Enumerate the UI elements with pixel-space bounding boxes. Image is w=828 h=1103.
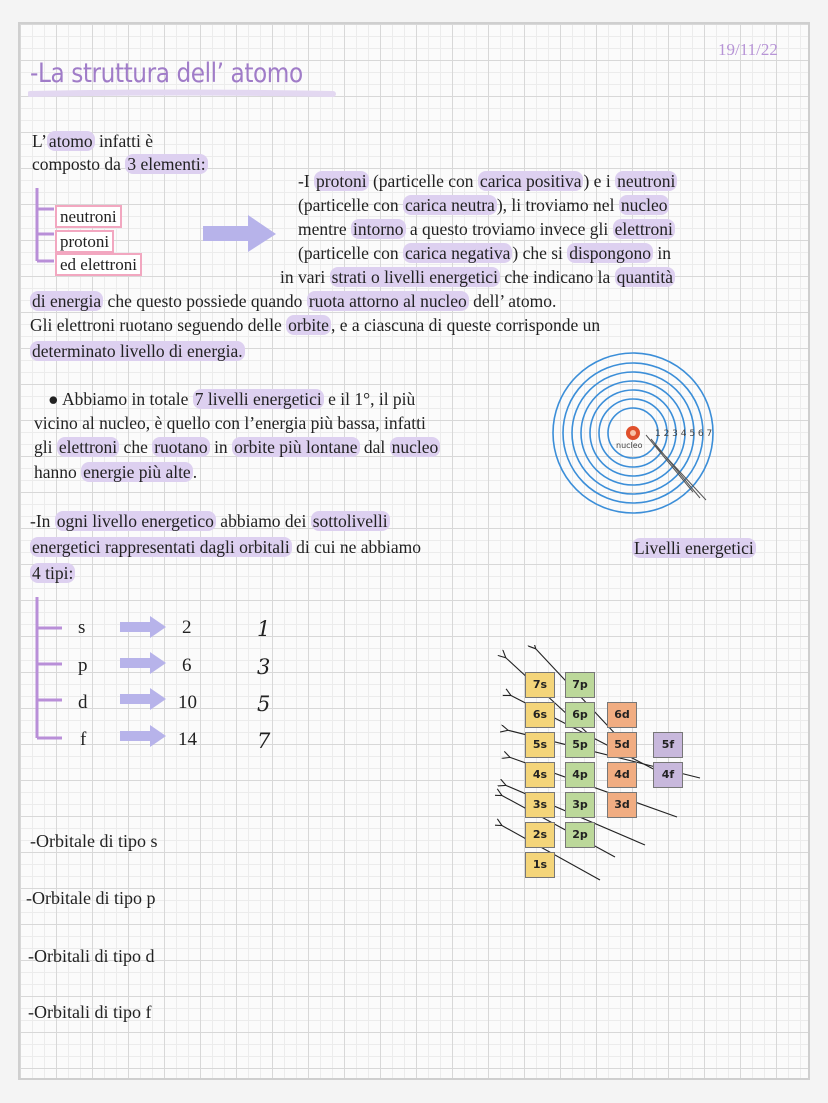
- electrons-f: 14: [178, 729, 197, 750]
- electrons-p: 6: [182, 655, 192, 676]
- heading-orbital-p: -Orbitale di tipo p: [26, 888, 156, 908]
- orbital-type-s: s: [78, 617, 86, 638]
- orbital-7p: 7p: [565, 672, 595, 698]
- arrow-icon: [120, 616, 166, 638]
- element-neutroni: neutroni: [55, 205, 122, 228]
- orbital-type-d: d: [78, 692, 88, 713]
- para-line-6: di energia che questo possiede quando ruota attorno al nucleo dell’ atomo.: [32, 291, 557, 311]
- orbital-1s: 1s: [525, 852, 555, 878]
- para-line-8: determinato livello di energia.: [32, 341, 243, 361]
- orbital-7s: 7s: [525, 672, 555, 698]
- heading-orbitali-f: -Orbitali di tipo f: [28, 1002, 152, 1022]
- para-line-3: mentre intorno a questo troviamo invece gli elettroni: [298, 219, 673, 239]
- aufbau-diagram: [495, 645, 710, 890]
- orbital-3d: 3d: [607, 792, 637, 818]
- orbital-2s: 2s: [525, 822, 555, 848]
- sub-line-2: energetici rappresentati dagli orbitali di cui ne abbiamo: [32, 537, 421, 557]
- orbitals-p: 3: [257, 655, 271, 679]
- orbital-4s: 4s: [525, 762, 555, 788]
- orbital-types-bracket: [32, 595, 72, 743]
- para-line-4: (particelle con carica negativa ) che si dispongono in: [298, 243, 671, 263]
- orbital-3p: 3p: [565, 792, 595, 818]
- orbital-5s: 5s: [525, 732, 555, 758]
- orbital-6s: 6s: [525, 702, 555, 728]
- orbital-5p: 5p: [565, 732, 595, 758]
- sub-line-3: 4 tipi:: [32, 563, 74, 583]
- bullet-line-4: hanno energie più alte .: [34, 462, 198, 482]
- level-numbers: 1 2 3 4 5 6 7: [655, 429, 713, 439]
- orbital-4p: 4p: [565, 762, 595, 788]
- orbital-2p: 2p: [565, 822, 595, 848]
- intro-line-2: composto da 3 elementi:: [32, 154, 206, 174]
- arrow-icon: [120, 652, 166, 674]
- orbital-5d: 5d: [607, 732, 637, 758]
- bullet-line-1: ● Abbiamo in totale 7 livelli energetici e il 1°, il più: [48, 389, 416, 409]
- para-line-2: (particelle con carica neutra ), li troviamo nel nucleo: [298, 195, 668, 215]
- electrons-d: 10: [178, 692, 197, 713]
- orbital-6p: 6p: [565, 702, 595, 728]
- orbital-6d: 6d: [607, 702, 637, 728]
- heading-orbitali-d: -Orbitali di tipo d: [28, 946, 155, 966]
- atom-levels-diagram: [550, 350, 720, 520]
- arrow-icon: [120, 688, 166, 710]
- element-protoni: protoni: [55, 230, 114, 253]
- bullet-line-3: gli elettroni che ruotano in orbite più lontane dal nucleo: [34, 437, 439, 457]
- para-line-7: Gli elettroni ruotano seguendo delle orbite , e a ciascuna di queste corrisponde un: [30, 315, 601, 335]
- bullet-line-2: vicino al nucleo, è quello con l’energia più bassa, infatti: [34, 413, 426, 433]
- big-arrow-icon: [203, 215, 278, 253]
- orbitals-d: 5: [257, 692, 271, 716]
- orbital-4f: 4f: [653, 762, 683, 788]
- orbital-arrows: [120, 614, 170, 754]
- title-underline: [28, 88, 338, 100]
- orbital-5f: 5f: [653, 732, 683, 758]
- atom-caption: Livelli energetici: [634, 538, 754, 558]
- electrons-s: 2: [182, 617, 192, 638]
- orbital-type-p: p: [78, 655, 88, 676]
- element-elettroni: ed elettroni: [55, 253, 142, 276]
- intro-line-1: L’ atomo infatti è: [32, 131, 153, 151]
- para-line-1: -I protoni (particelle con carica positiva ) e i neutroni: [298, 171, 676, 191]
- orbitals-s: 1: [257, 617, 271, 641]
- arrow-icon: [120, 725, 166, 747]
- orbital-4d: 4d: [607, 762, 637, 788]
- nucleus-label: nucleo: [616, 441, 643, 450]
- page-title: -La struttura dell’ atomo: [30, 58, 303, 89]
- date: 19/11/22: [718, 40, 778, 59]
- para-line-5: in vari strati o livelli energetici che indicano la quantità: [280, 267, 674, 287]
- orbitals-f: 7: [257, 729, 271, 753]
- orbital-3s: 3s: [525, 792, 555, 818]
- sub-line-1: -In ogni livello energetico abbiamo dei sottolivelli: [30, 511, 388, 531]
- orbital-type-f: f: [80, 729, 87, 750]
- heading-orbital-s: -Orbitale di tipo s: [30, 831, 158, 851]
